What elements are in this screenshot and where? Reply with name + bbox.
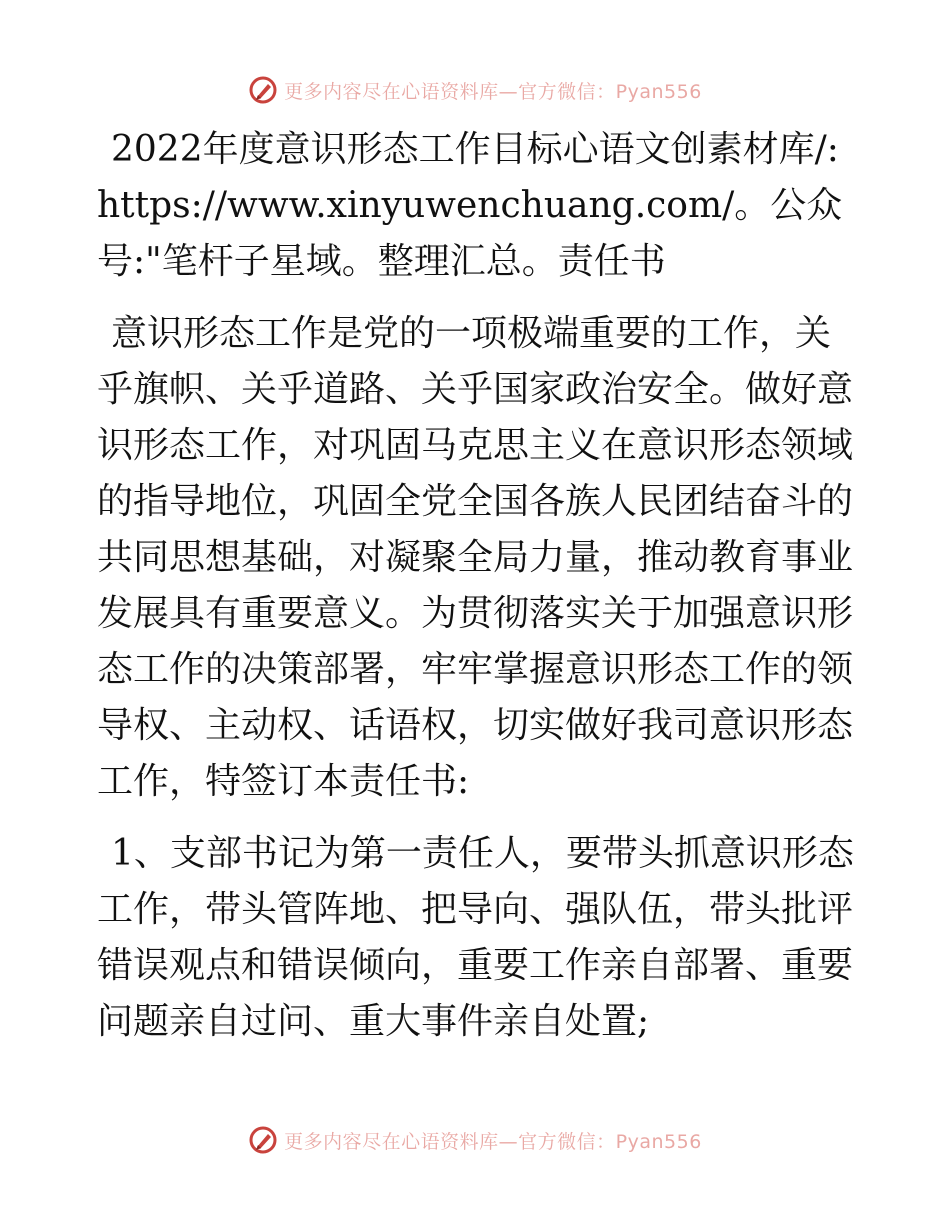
header-watermark — [0, 70, 950, 110]
paragraph-item-1-text: 1、支部书记为第一责任人，要带头抓意识形态工作，带头管阵地、把导向、强队伍，带头批评错误观点和错误倾向，重要工作亲自部署、重要问题亲自过问、重大事件亲自处置; — [97, 833, 854, 1042]
paragraph-title — [97, 122, 857, 290]
paragraph-title-text: 2022年度意识形态工作目标心语文创素材库/:https://www.xinyuwenchuang.com/。公众号:"笔杆子星域。整理汇总。责任书 — [97, 129, 843, 282]
paragraph-item-1 — [97, 826, 857, 1050]
watermark-text: 更多内容尽在心语资料库—官方微信：Pyan556 — [284, 80, 702, 103]
paragraph-intro — [97, 306, 857, 810]
paragraph-intro-text: 意识形态工作是党的一项极端重要的工作，关乎旗帜、关乎道路、关乎国家政治安全。做好意识形态工作，对巩固马克思主义在意识形态领域的指导地位，巩固全党全国各族人民团结奋斗的共同思想基础，对凝聚全局力量，推动教育事业发展具有重要意义。为贯彻落实关于加强意识形态工作的决策部署，牢牢掌握意识形态工作的领导权、主动权、话语权，切实做好我司意识形态工作，特签订本责任书: — [97, 313, 854, 802]
pen-logo-icon — [248, 1125, 278, 1155]
footer-watermark — [0, 1120, 950, 1160]
watermark-text: 更多内容尽在心语资料库—官方微信：Pyan556 — [284, 1130, 702, 1153]
document-body — [97, 122, 857, 1050]
pen-logo-icon — [248, 75, 278, 105]
